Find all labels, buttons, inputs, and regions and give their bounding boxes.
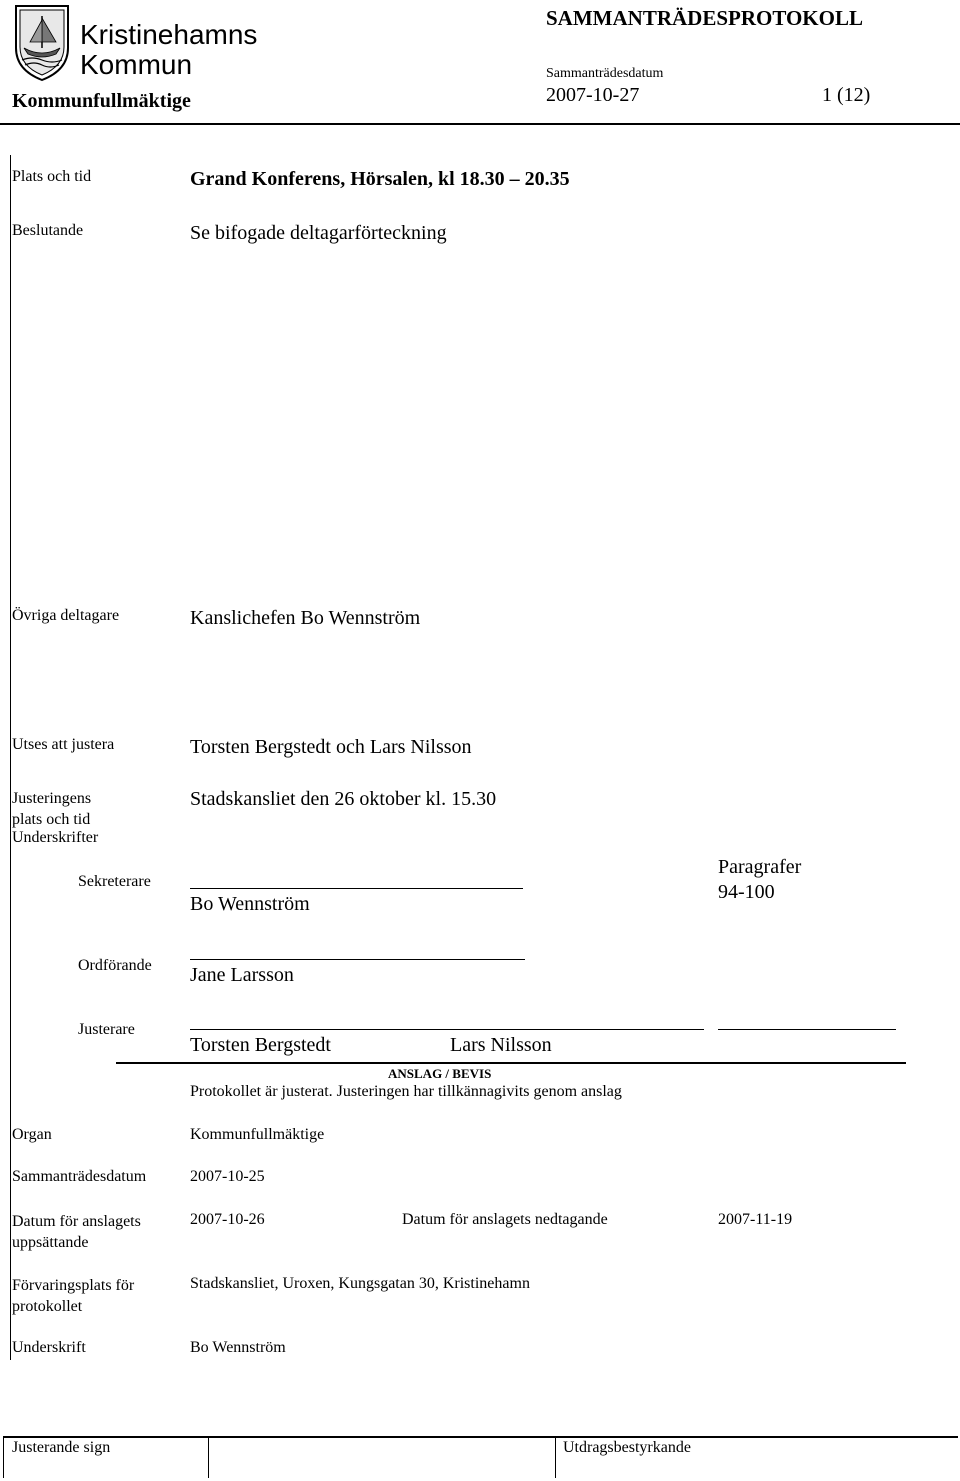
document-type: SAMMANTRÄDESPROTOKOLL [546,6,863,30]
anslag-divider [116,1062,906,1064]
ordforande-signature-line [190,959,525,960]
ordforande-label: Ordförande [78,957,152,974]
justeringens-value: Stadskansliet den 26 oktober kl. 15.30 [190,788,497,810]
ordforande-name: Jane Larsson [190,964,294,986]
paragrafer-value: 94-100 [718,881,775,903]
utses-label: Utses att justera [12,736,115,753]
anslag-datum-value: 2007-10-25 [190,1168,265,1185]
utses-value: Torsten Bergstedt och Lars Nilsson [190,736,472,758]
organ-label: Organ [12,1126,52,1143]
beslutande-value: Se bifogade deltagarförteckning [190,222,447,244]
ovriga-label: Övriga deltagare [12,607,120,624]
justerare-name-1: Torsten Bergstedt [190,1034,331,1056]
footer-divider-1 [208,1438,209,1478]
sekreterare-signature-line [190,888,523,889]
justerare-signature-line-2 [718,1029,896,1030]
forvaring-label: Förvaringsplats för protokollet [12,1277,135,1315]
justerande-sign-label: Justerande sign [12,1439,111,1456]
municipality-name-line2: Kommun [80,49,193,80]
coat-of-arms-icon [12,2,72,82]
body-name: Kommunfullmäktige [12,90,191,112]
justerare-name-2: Lars Nilsson [450,1034,552,1056]
anslag-title: ANSLAG / BEVIS [388,1066,492,1081]
uppsattande-value: 2007-10-26 [190,1211,265,1228]
anslag-datum-label: Sammanträdesdatum [12,1168,147,1185]
ovriga-value: Kanslichefen Bo Wennström [190,607,421,629]
municipality-name-line1: Kristinehamns [80,19,258,50]
page-number: 1 (12) [822,84,871,106]
municipality-logo [12,2,72,82]
nedtagande-value: 2007-11-19 [718,1211,793,1228]
paragrafer-label: Paragrafer [718,856,802,878]
underskrift-value: Bo Wennström [190,1339,286,1356]
anslag-text: Protokollet är justerat. Justeringen har tillkännagivits genom anslag [190,1083,622,1100]
plats-value: Grand Konferens, Hörsalen, kl 18.30 – 20.35 [190,168,570,190]
meeting-date: 2007-10-27 [546,84,640,106]
justeringens-label: Justeringens plats och tid [12,790,92,828]
underskrift-label: Underskrift [12,1339,86,1356]
left-border [10,155,11,1360]
sekreterare-name: Bo Wennström [190,893,310,915]
footer-box [3,1436,958,1478]
footer-divider-2 [555,1438,556,1478]
municipality-name [80,20,257,80]
nedtagande-label: Datum för anslagets nedtagande [402,1211,608,1228]
justerare-signature-line-1 [190,1029,704,1030]
meeting-date-label: Sammanträdesdatum [546,66,664,81]
organ-value: Kommunfullmäktige [190,1126,325,1143]
utdragsbestyrkande-label: Utdragsbestyrkande [563,1439,691,1456]
sekreterare-label: Sekreterare [78,873,151,890]
forvaring-value: Stadskansliet, Uroxen, Kungsgatan 30, Kristinehamn [190,1275,530,1292]
uppsattande-label: Datum för anslagets uppsättande [12,1213,141,1251]
beslutande-label: Beslutande [12,222,84,239]
header-divider [0,123,960,125]
underskrifter-label: Underskrifter [12,829,99,846]
justerare-label: Justerare [78,1021,135,1038]
plats-label: Plats och tid [12,168,92,185]
